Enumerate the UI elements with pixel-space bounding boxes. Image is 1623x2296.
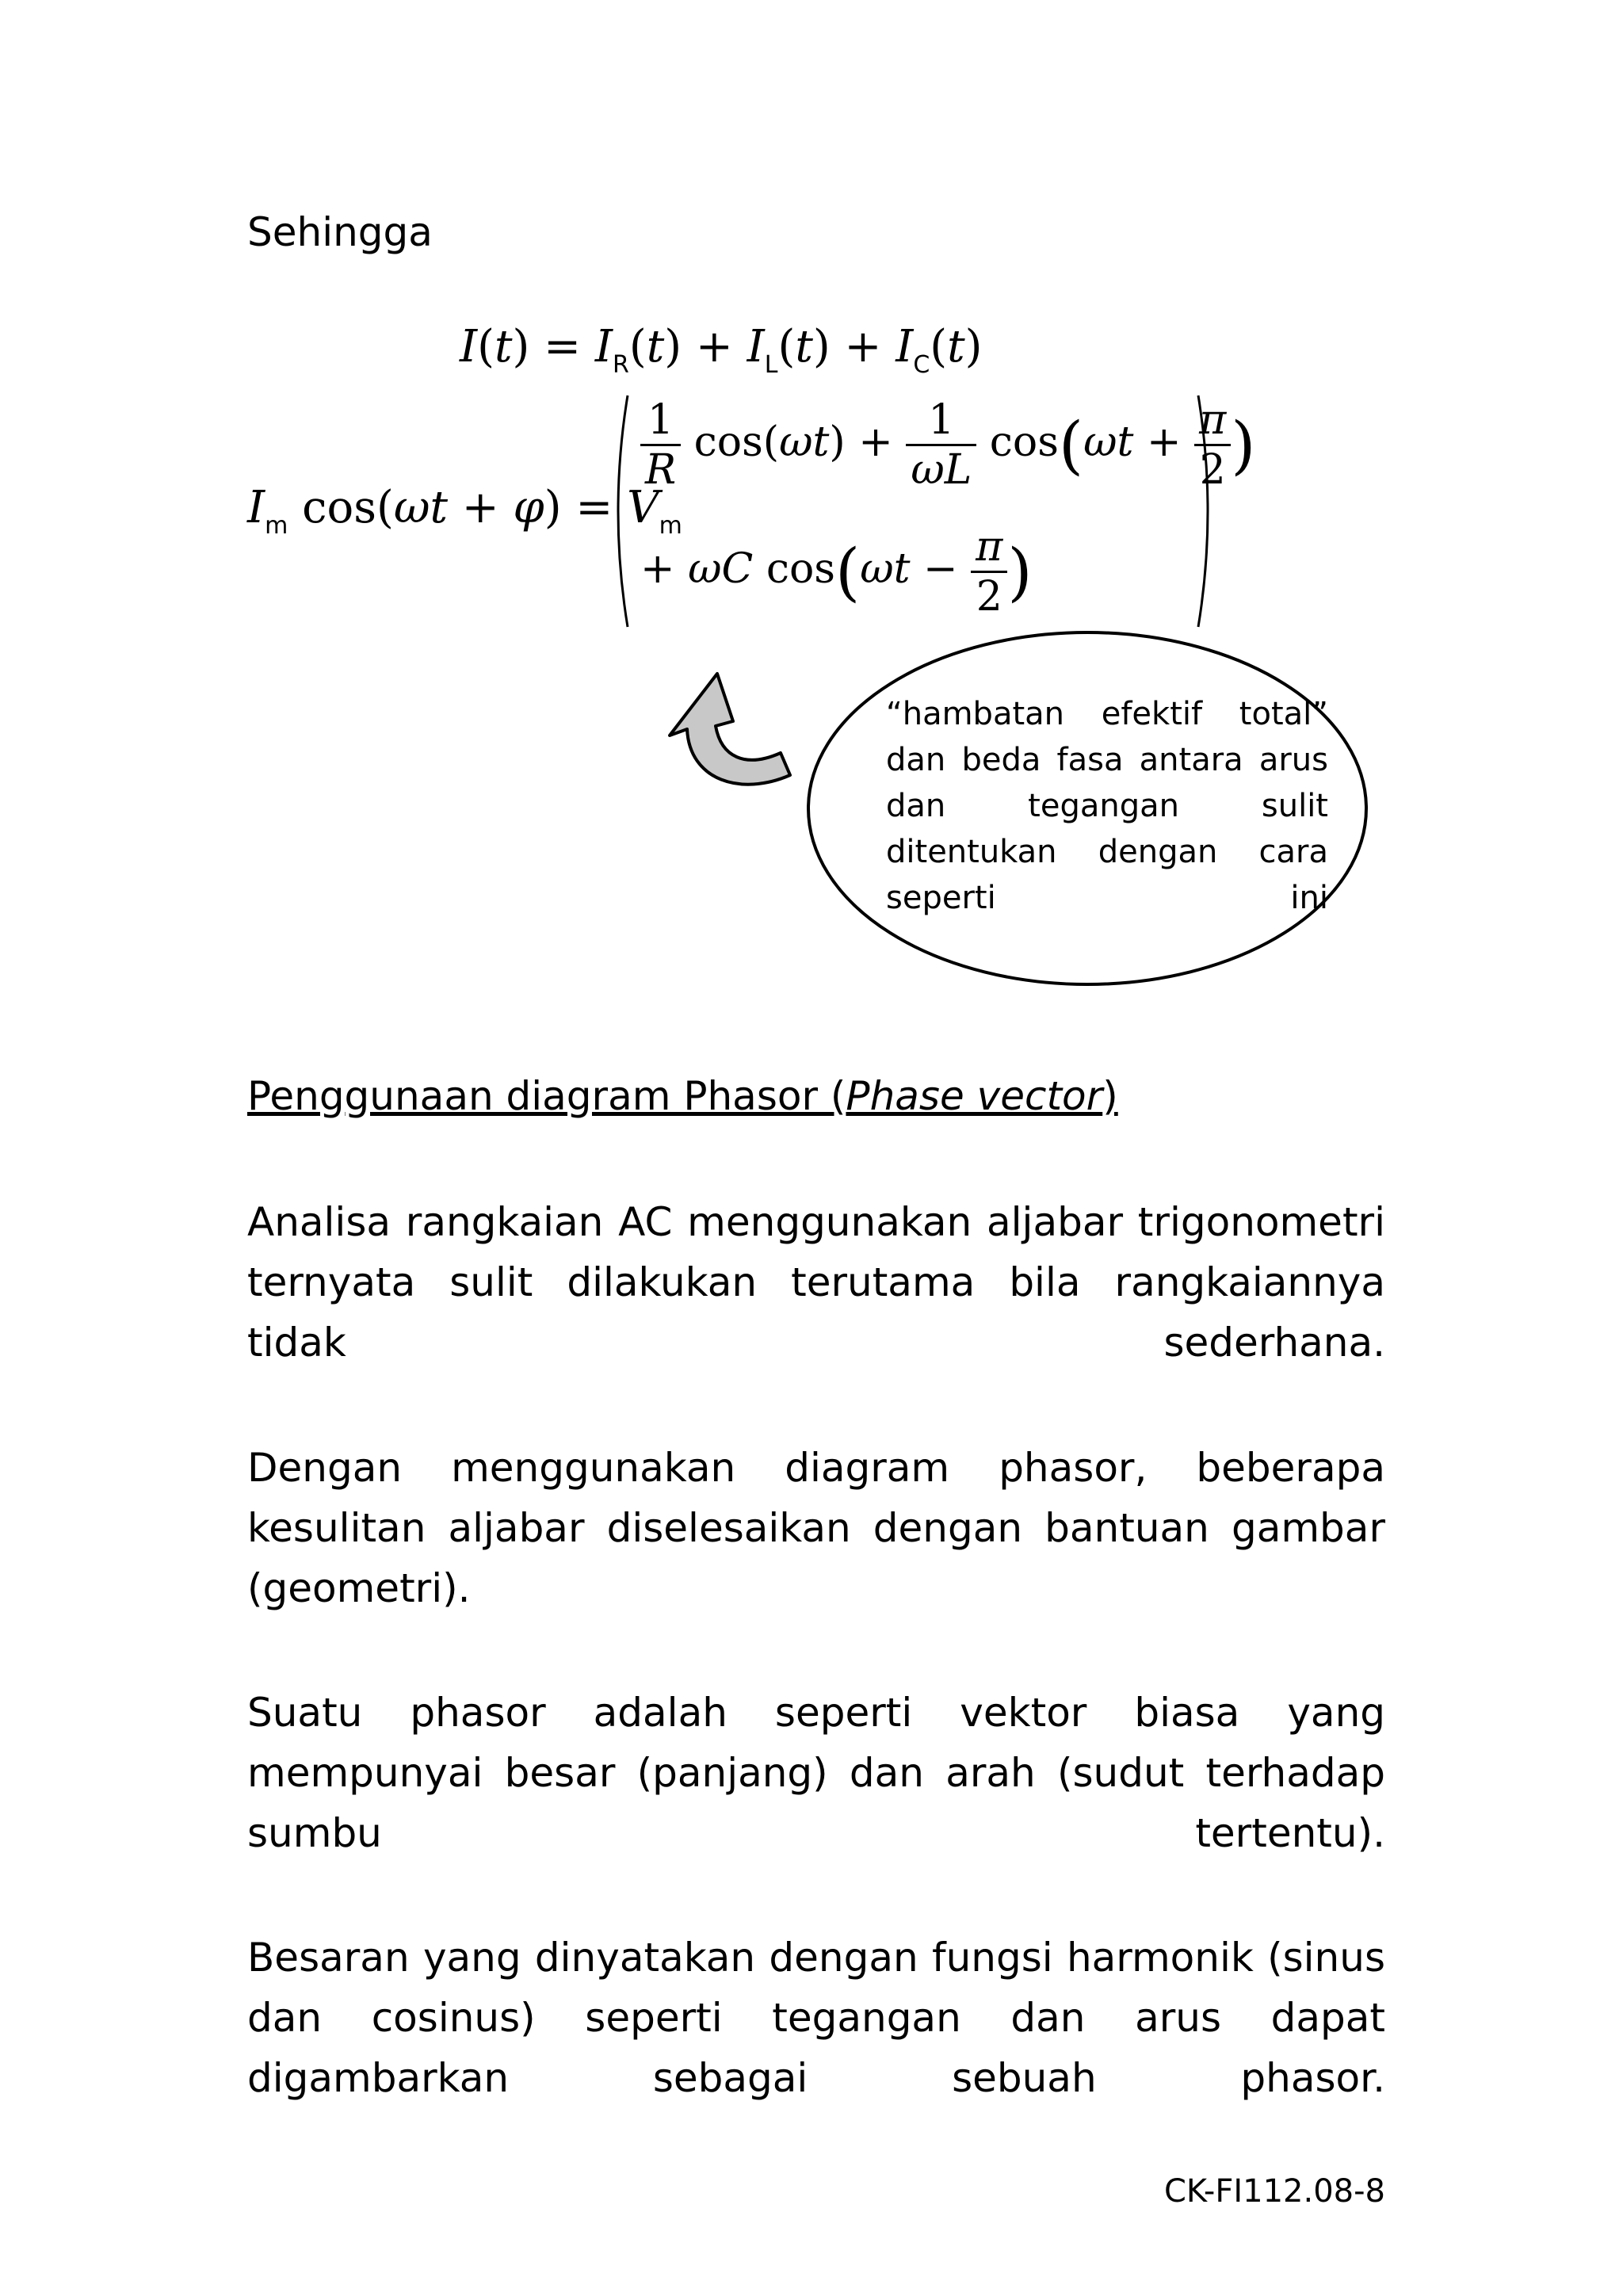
equation-lhs: $I_m$ $\cos(\omega t + \varphi) = V_m$ — [247, 482, 682, 540]
section-heading — [247, 1066, 1118, 1126]
equation-sum-of-currents: $I(t) = I_R(t) + I_L(t) + I_C(t)$ — [460, 321, 983, 379]
callout-text: “hambatan efektif total” dan beda fasa antara arus dan tegangan sulit ditentukan dengan cara seperti ini — [886, 696, 1328, 916]
section-heading-italic: Phase vector — [846, 1073, 1103, 1119]
equation-terms-row-1: $\frac{1}{R}$ cos(ωt) + $\frac{1}{\omega L}$ cos(ωt + $\frac{\pi}{2}$ ) — [640, 396, 1256, 494]
paragraph-4: Besaran yang dinyatakan dengan fungsi harmonik (sinus dan cosinus) seperti tegangan dan arus dapat digambarkan sebagai sebuah phasor. — [247, 1935, 1385, 2101]
lead-word: Sehingga — [247, 209, 433, 255]
paragraph-3: Suatu phasor adalah seperti vektor biasa yang mempunyai besar (panjang) dan arah (sudut terhadap sumbu tertentu). — [247, 1690, 1385, 1856]
curved-arrow-icon — [646, 658, 804, 816]
paragraph-2: Dengan menggunakan diagram phasor, beberapa kesulitan aljabar diselesaikan dengan bantuan gambar (geometri). — [247, 1445, 1385, 1611]
paragraph-1: Analisa rangkaian AC menggunakan aljabar trigonometri ternyata sulit dilakukan terutama bila rangkaiannya tidak sederhana. — [247, 1199, 1385, 1366]
equation-terms-row-2: + ωC cos(ωt − $\frac{\pi}{2}$ ) — [640, 523, 1033, 621]
section-heading-plain: Penggunaan diagram Phasor ( — [247, 1073, 846, 1119]
page-code: CK-FI112.08-8 — [1163, 2173, 1385, 2210]
section-heading-close: ) — [1102, 1073, 1118, 1119]
